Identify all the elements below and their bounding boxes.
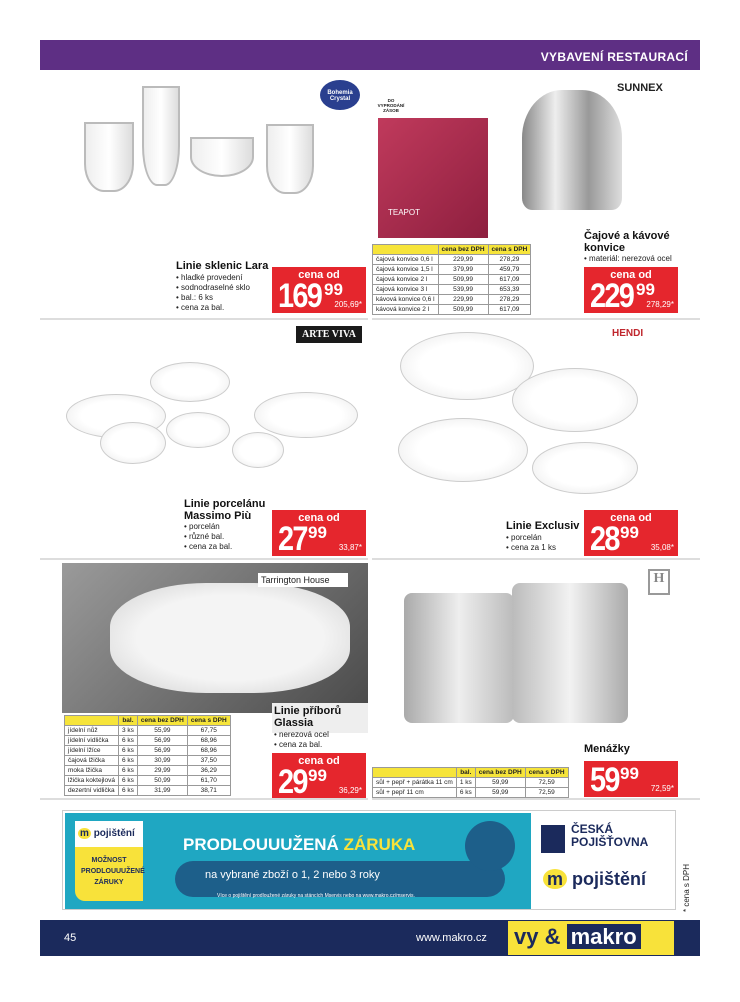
price-label: cena od — [298, 269, 340, 281]
ceska-pojistovna-logo — [541, 823, 648, 849]
price-vat: 205,69* — [334, 300, 362, 309]
bullet: • porcelán — [184, 522, 232, 532]
bullet: • sodnodraselné sklo — [176, 283, 250, 293]
table-row — [373, 265, 531, 275]
price-cents: 99 — [308, 523, 327, 542]
table-row — [373, 285, 531, 295]
product-title: Menážky — [584, 743, 630, 755]
table-cell: dezertní vidlička — [65, 786, 119, 796]
price-cents: 99 — [620, 523, 639, 542]
table-cell: 37,50 — [187, 756, 230, 766]
section-header: VYBAVENÍ RESTAURACÍ — [40, 40, 700, 70]
price-cents: 99 — [620, 764, 639, 783]
table-cell: 6 ks — [118, 766, 137, 776]
bowl-image — [166, 412, 230, 448]
table-cell: jídelní nůž — [65, 726, 119, 736]
wine-glass-image — [84, 122, 134, 192]
cruet-set-image — [512, 583, 628, 723]
oval-plate-image — [398, 418, 528, 482]
product-title: Linie sklenic Lara — [176, 260, 269, 272]
table-header — [65, 716, 119, 726]
table-header: bal. — [456, 768, 475, 778]
product-bullets — [176, 273, 250, 313]
price-label: cena od — [610, 269, 652, 281]
headline — [183, 835, 415, 855]
table-cell: 6 ks — [118, 786, 137, 796]
table-cell: 56,99 — [137, 736, 187, 746]
product-teapots — [372, 72, 700, 320]
price-tag — [584, 267, 678, 313]
teapot-box-image: TEAPOT — [378, 118, 488, 238]
table-cell: 72,59 — [525, 788, 568, 798]
table-cell: jídelní lžíce — [65, 746, 119, 756]
table-cell: 3 ks — [118, 726, 137, 736]
price-main: 59 — [590, 761, 619, 799]
table-cell: 6 ks — [118, 746, 137, 756]
price-table — [372, 244, 531, 315]
m-brand: pojištění — [572, 869, 647, 889]
table-header: cena bez DPH — [475, 768, 525, 778]
table-cell: čajová konvice 3 l — [373, 285, 439, 295]
table-cell: sůl + pepř 11 cm — [373, 788, 457, 798]
cp-line2: POJIŠŤOVNA — [571, 835, 649, 849]
table-cell: 509,99 — [438, 305, 488, 315]
white-wine-glass-image — [266, 124, 314, 194]
product-title: Linie porcelánu Massimo Più — [184, 498, 266, 522]
table-row — [373, 788, 569, 798]
headline-a: PRODLOUUUŽENÁ — [183, 835, 344, 854]
table-cell: 59,99 — [475, 778, 525, 788]
price-cents: 99 — [636, 280, 655, 299]
price-tag — [272, 510, 366, 556]
table-cell: čajová konvice 2 l — [373, 275, 439, 285]
table-header: cena s DPH — [187, 716, 230, 726]
cp-emblem — [541, 825, 565, 853]
bullet: • cena za bal. — [184, 542, 232, 552]
m-pojisteni-logo — [75, 821, 143, 847]
price-main: 28 — [590, 520, 619, 558]
table-cell: 50,99 — [137, 776, 187, 786]
table-cell: 278,29 — [488, 295, 531, 305]
table-cell: lžička koktejlová — [65, 776, 119, 786]
logo-b: makro — [567, 924, 641, 949]
plate-image — [532, 442, 638, 494]
footer-bar — [40, 920, 700, 956]
table-cell: 31,99 — [137, 786, 187, 796]
table-cell: 229,99 — [438, 255, 488, 265]
plate-image — [254, 392, 358, 438]
table-cell: 68,96 — [187, 736, 230, 746]
product-bullets — [184, 522, 232, 552]
price-main: 169 — [278, 277, 322, 315]
headline-b: ZÁRUKA — [343, 835, 416, 854]
m-letter: m — [543, 869, 567, 889]
m-brand: pojištění — [93, 828, 135, 839]
bullet: • cena za bal. — [274, 740, 329, 750]
makro-logo — [508, 921, 674, 955]
bullet: • hladké provedení — [176, 273, 250, 283]
table-cell: kávová konvice 2 l — [373, 305, 439, 315]
table-cell: 61,70 — [187, 776, 230, 786]
table-header: cena bez DPH — [137, 716, 187, 726]
vat-note: * cena s DPH — [682, 863, 691, 912]
price-tag — [272, 267, 366, 313]
product-title: Linie příborů Glassia — [274, 705, 342, 729]
price-tag — [584, 761, 678, 797]
plate-image — [110, 583, 350, 693]
plate-image — [512, 368, 638, 432]
h-logo: H — [648, 569, 670, 595]
price-cents: 99 — [308, 766, 327, 785]
product-cruet — [372, 563, 700, 800]
bullet: • cena za 1 ks — [506, 543, 556, 553]
table-cell: 38,71 — [187, 786, 230, 796]
logo-a: vy & — [514, 924, 561, 949]
table-cell: 653,39 — [488, 285, 531, 295]
bullet: • různé bal. — [184, 532, 232, 542]
table-row — [373, 778, 569, 788]
table-row — [65, 746, 231, 756]
table-cell: 278,29 — [488, 255, 531, 265]
table-cell: 229,99 — [438, 295, 488, 305]
table-cell: 68,96 — [187, 746, 230, 756]
table-cell: 56,99 — [137, 746, 187, 756]
price-tag — [272, 753, 366, 799]
warranty-banner[interactable] — [62, 810, 676, 910]
table-row — [373, 295, 531, 305]
table-row — [373, 255, 531, 265]
price-table — [372, 767, 569, 798]
table-cell: 617,09 — [488, 275, 531, 285]
price-vat: 33,87* — [338, 543, 362, 552]
table-row — [373, 305, 531, 315]
banner-small-text[interactable]: Více o pojištění prodloužené záruky na stáncích Mservis nebo na www.makro.cz/mservis. — [217, 893, 415, 899]
table-cell: 59,99 — [475, 788, 525, 798]
product-cutlery — [40, 563, 368, 800]
table-row — [65, 756, 231, 766]
table-row — [65, 726, 231, 736]
price-vat: 72,59* — [650, 784, 674, 793]
page-number: 45 — [64, 932, 77, 944]
hendi-logo: HENDI — [612, 328, 644, 339]
price-label: cena od — [610, 512, 652, 524]
table-cell: 539,99 — [438, 285, 488, 295]
table-row — [65, 786, 231, 796]
table-row — [65, 766, 231, 776]
table-header: cena s DPH — [488, 245, 531, 255]
yellow-text: MOŽNOST PRODLOUUUŽENÉ ZÁRUKY — [81, 857, 145, 886]
teapot-image — [522, 90, 622, 210]
m-pojisteni-logo-large — [543, 869, 646, 890]
price-label: cena od — [298, 755, 340, 767]
table-cell: 30,99 — [137, 756, 187, 766]
table-header: cena bez DPH — [438, 245, 488, 255]
table-cell: 617,09 — [488, 305, 531, 315]
table-row — [373, 275, 531, 285]
cup-image — [100, 422, 166, 464]
table-cell: 55,99 — [137, 726, 187, 736]
table-header: bal. — [118, 716, 137, 726]
table-cell: kávová konvice 0,6 l — [373, 295, 439, 305]
sunnex-logo: SUNNEX — [617, 82, 663, 94]
flute-glass-image — [142, 86, 180, 186]
table-cell: 29,99 — [137, 766, 187, 776]
table-cell: sůl + pepř + párátka 11 cm — [373, 778, 457, 788]
price-main: 27 — [278, 520, 307, 558]
table-header — [373, 245, 439, 255]
banner-subtitle: na vybrané zboží o 1, 2 nebo 3 roky — [205, 869, 380, 881]
arteviva-logo: ARTE VIVA — [296, 326, 362, 343]
table-cell: 6 ks — [118, 736, 137, 746]
clearance-badge: DO VYPRODÁNÍ ZÁSOB — [377, 98, 405, 113]
bullet: • cena za bal. — [176, 303, 250, 313]
price-main: 229 — [590, 277, 634, 315]
table-header: cena s DPH — [525, 768, 568, 778]
bohemia-logo: Bohemia Crystal — [320, 80, 360, 110]
table-cell: 1 ks — [456, 778, 475, 788]
bullet: • porcelán — [506, 533, 556, 543]
tarrington-logo: Tarrington House — [258, 573, 348, 587]
table-cell: 6 ks — [118, 776, 137, 786]
table-cell: jídelní vidlička — [65, 736, 119, 746]
table-row — [65, 776, 231, 786]
price-vat: 278,29* — [646, 300, 674, 309]
product-bullets — [584, 254, 672, 264]
price-cents: 99 — [324, 280, 343, 299]
yellow-box — [75, 821, 143, 901]
product-title: Čajové a kávové konvice — [584, 230, 670, 254]
dog-head — [465, 821, 515, 871]
product-bullets — [506, 533, 556, 553]
price-vat: 36,29* — [338, 786, 362, 795]
table-cell: čajová konvice 1,5 l — [373, 265, 439, 275]
price-label: cena od — [298, 512, 340, 524]
cp-line1: ČESKÁ — [571, 822, 614, 836]
m-letter: m — [80, 828, 89, 839]
table-cell: 459,79 — [488, 265, 531, 275]
table-header — [373, 768, 457, 778]
price-main: 29 — [278, 763, 307, 800]
product-bullets — [274, 730, 329, 750]
price-vat: 35,08* — [650, 543, 674, 552]
product-exclusiv — [372, 322, 700, 560]
table-row — [65, 736, 231, 746]
cup-image — [232, 432, 284, 468]
table-cell: čajová lžička — [65, 756, 119, 766]
table-cell: 509,99 — [438, 275, 488, 285]
banner-teal-area — [65, 813, 531, 909]
table-cell: 67,75 — [187, 726, 230, 736]
product-glasses — [40, 72, 368, 320]
bullet: • nerezová ocel — [274, 730, 329, 740]
bullet: • materiál: nerezová ocel — [584, 254, 672, 264]
table-cell: 6 ks — [456, 788, 475, 798]
cruet-set-image — [404, 593, 514, 723]
table-cell: 72,59 — [525, 778, 568, 788]
martini-glass-image — [190, 137, 254, 177]
table-cell: 6 ks — [118, 756, 137, 766]
table-cell: moka lžička — [65, 766, 119, 776]
table-cell: 36,29 — [187, 766, 230, 776]
table-cell: čajová konvice 0,6 l — [373, 255, 439, 265]
table-cell: 379,99 — [438, 265, 488, 275]
bullet: • bal.: 6 ks — [176, 293, 250, 303]
price-tag — [584, 510, 678, 556]
price-table — [64, 715, 231, 796]
product-title: Linie Exclusiv — [506, 520, 580, 532]
product-porcelain — [40, 322, 368, 560]
footer-url[interactable]: www.makro.cz — [416, 932, 487, 944]
plate-image — [150, 362, 230, 402]
